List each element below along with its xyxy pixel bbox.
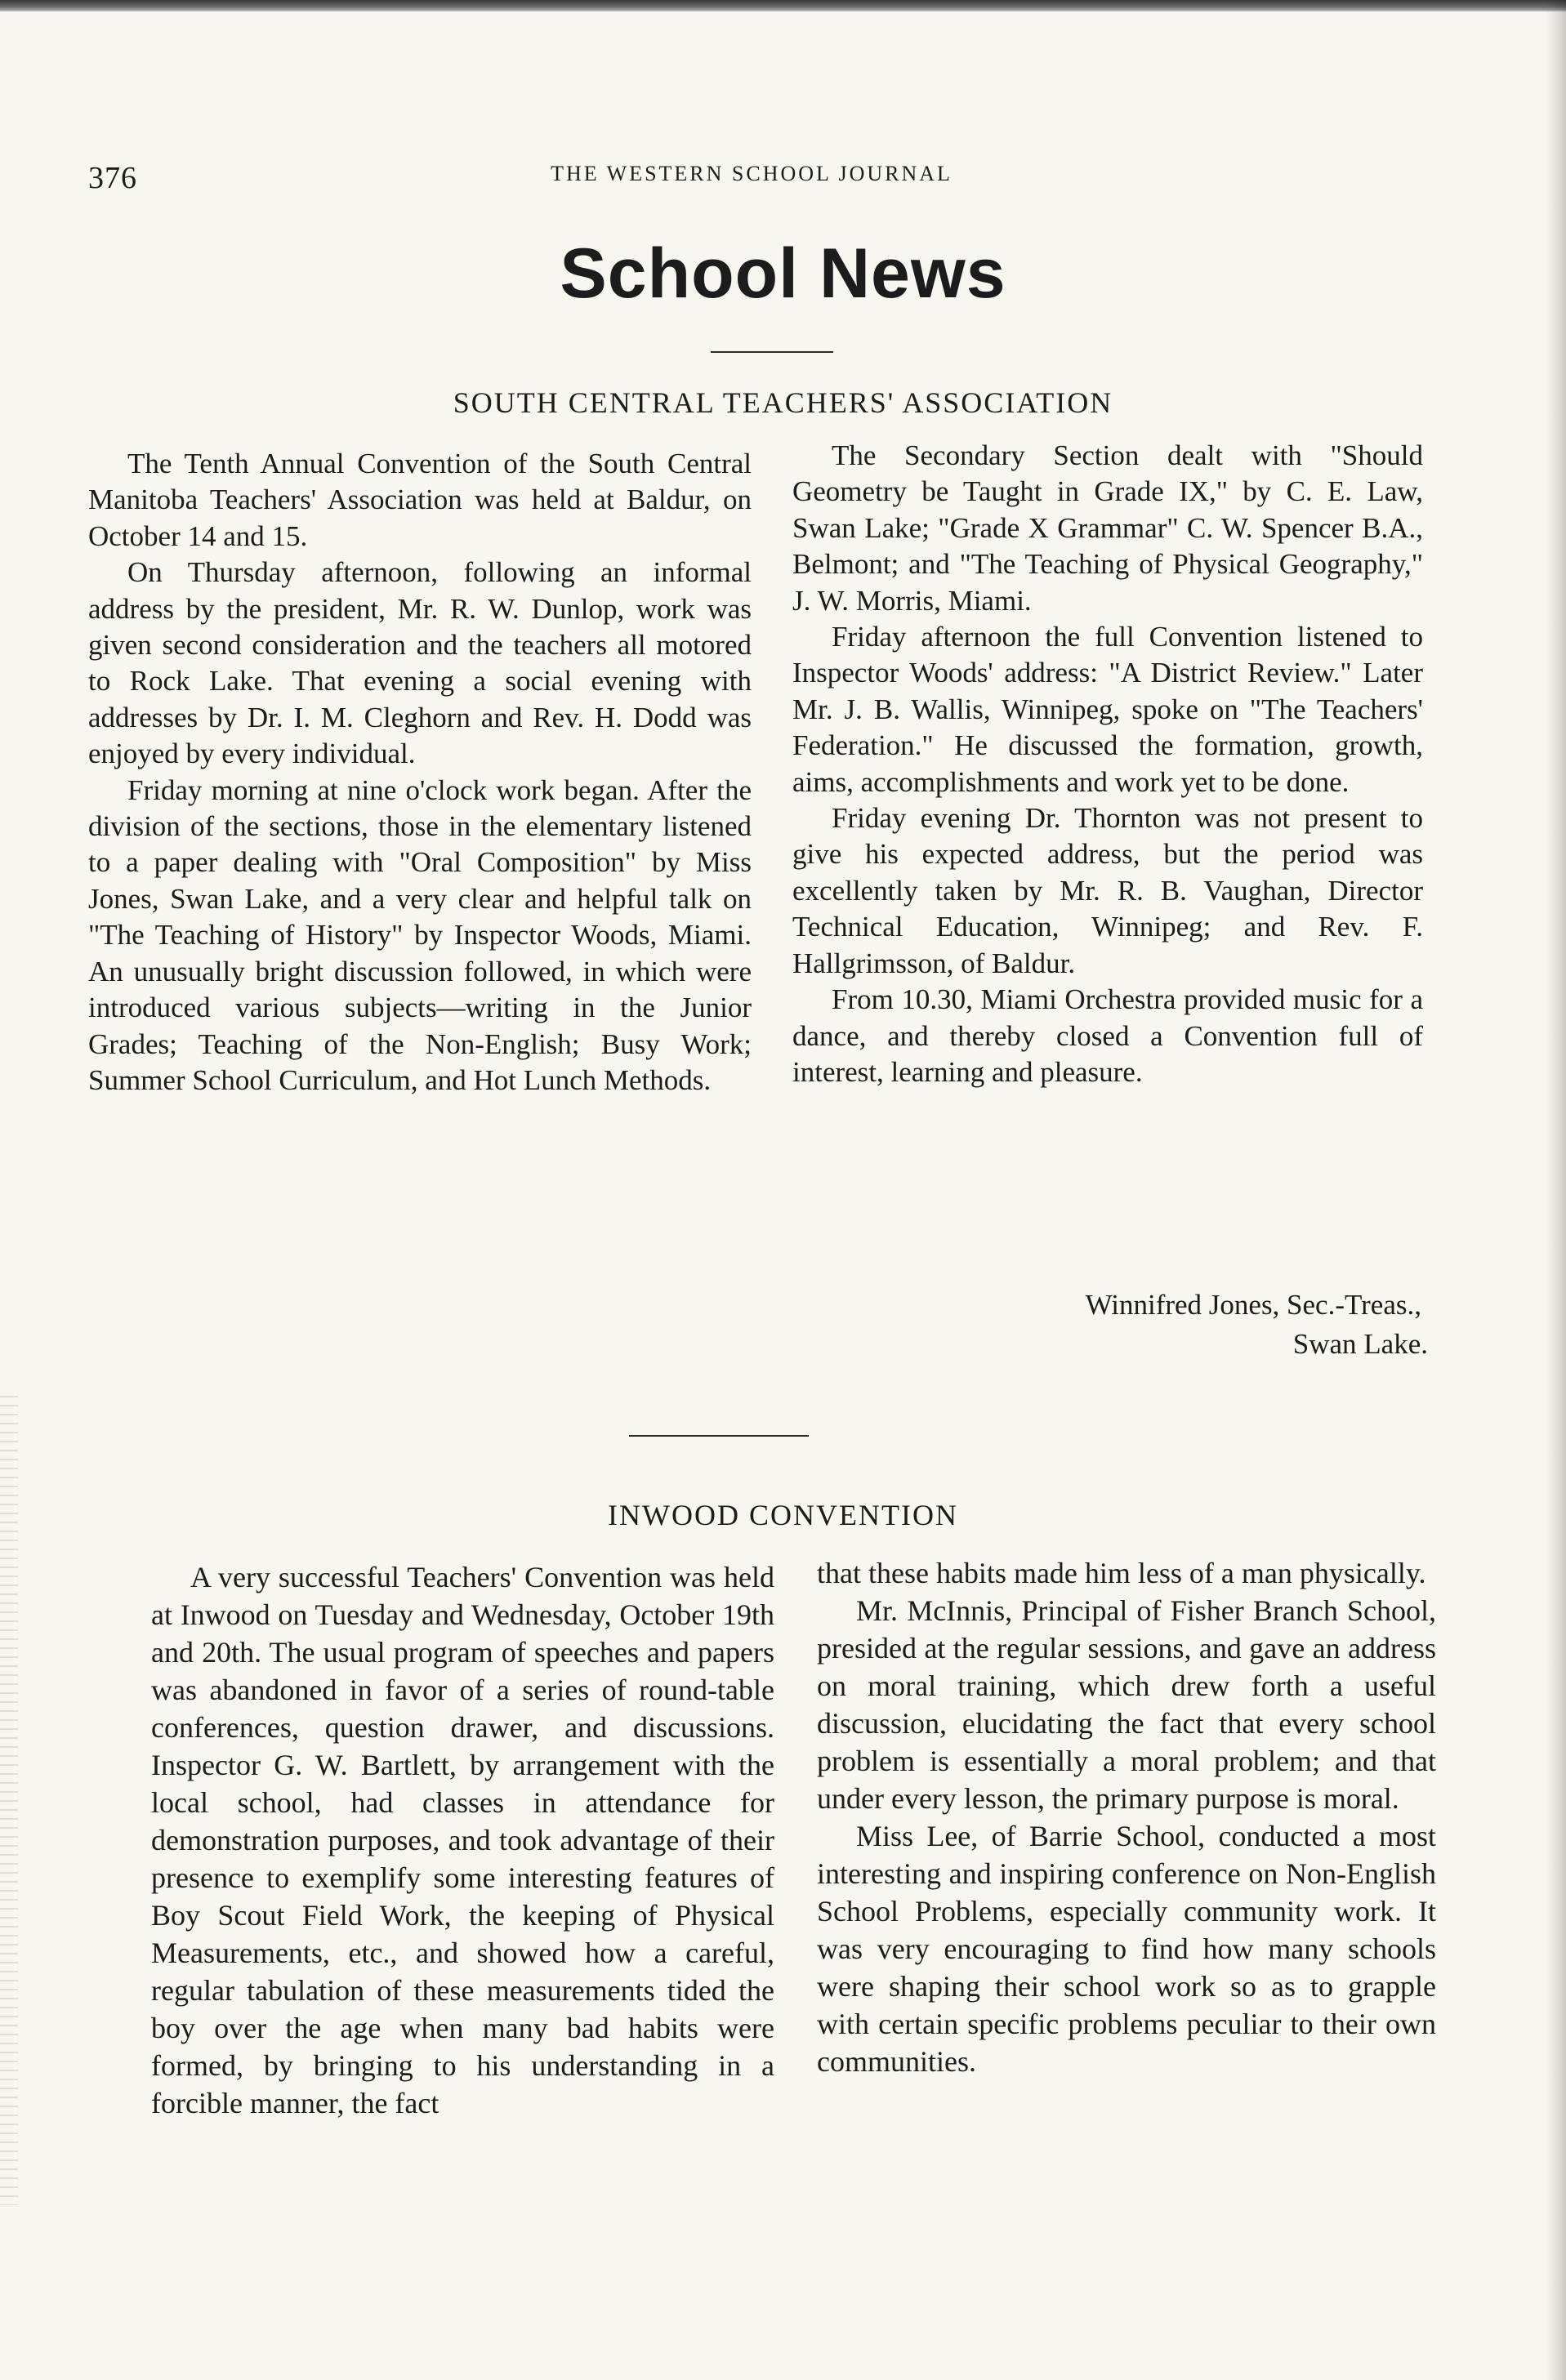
article-paragraph: From 10.30, Miami Orchestra provided music for a dance, and thereby closed a Convention full of interest, learning and pleasure. bbox=[792, 983, 1423, 1088]
article-paragraph: Miss Lee, of Barrie School, conducted a most interesting and inspiring conference on Non-English School Problems, especially community work. It was very encouraging to find how many schools were shaping their school work so as to grapple with certain specific problems peculiar to their own communities. bbox=[817, 1820, 1436, 2078]
article-paragraph: A very successful Teachers' Convention was held at Inwood on Tuesday and Wednesday, October 19th and 20th. The usual program of speeches and papers was abandoned in favor of a series of round-table conferences, question drawer, and discussions. Inspector G. W. Bartlett, by arrangement with the local school, had classes in attendance for demonstration purposes, and took advantage of their presence to exemplify some interesting features of Boy Scout Field Work, the keeping of Physical Measurements, etc., and showed how a careful, regular tabulation of these measurements tided the boy over the age when many bad habits were formed, by bringing to his understanding in a forcible manner, the fact bbox=[151, 1561, 774, 2119]
page-number: 376 bbox=[88, 161, 137, 195]
article-1-left-column bbox=[88, 446, 752, 1099]
scan-top-border bbox=[0, 0, 1566, 11]
article-paragraph: The Secondary Section dealt with "Should Geometry be Taught in Grade IX," by C. E. Law, Swan Lake; "Grade X Grammar" C. W. Spencer B.A., Belmont; and "The Teaching of Physical Geography," J. W. Morris, Miami. bbox=[792, 439, 1423, 617]
scan-right-edge-shadow bbox=[1545, 0, 1566, 2380]
article-heading-inwood: INWOOD CONVENTION bbox=[608, 1499, 958, 1531]
signature-name: Winnifred Jones, Sec.-Treas., bbox=[1085, 1289, 1421, 1321]
running-head: THE WESTERN SCHOOL JOURNAL bbox=[551, 162, 953, 185]
article-heading-south-central: SOUTH CENTRAL TEACHERS' ASSOCIATION bbox=[453, 386, 1113, 419]
article-divider bbox=[629, 1435, 809, 1437]
article-paragraph: that these habits made him less of a man physically. bbox=[817, 1557, 1426, 1589]
article-1-right-column bbox=[792, 438, 1423, 1090]
page-title: School News bbox=[560, 234, 1006, 313]
article-paragraph: Mr. McInnis, Principal of Fisher Branch School, presided at the regular sessions, and gave an address on moral training, which drew forth a useful discussion, elucidating the fact that every school problem is essentially a moral problem; and that under every lesson, the primary purpose is moral. bbox=[817, 1594, 1436, 1815]
article-paragraph: On Thursday afternoon, following an informal address by the president, Mr. R. W. Dunlop, work was given second consideration and the teachers all motored to Rock Lake. That evening a social evening with addresses by Dr. I. M. Cleghorn and Rev. H. Dodd was enjoyed by every individual. bbox=[88, 556, 752, 770]
signature-place: Swan Lake. bbox=[1292, 1328, 1428, 1360]
article-2-left-column bbox=[151, 1558, 774, 2122]
article-paragraph: Friday morning at nine o'clock work began. After the division of the sections, those in the elementary listened to a paper dealing with "Oral Composition" by Miss Jones, Swan Lake, and a very clear and helpful talk on "The Teaching of History" by Inspector Woods, Miami. An unusually bright discussion followed, in which were introduced various subjects—writing in the Junior Grades; Teaching of the Non-English; Busy Work; Summer School Curriculum, and Hot Lunch Methods. bbox=[88, 773, 752, 1096]
title-divider bbox=[711, 351, 833, 353]
article-paragraph: The Tenth Annual Convention of the South Central Manitoba Teachers' Association was held at Baldur, on October 14 and 15. bbox=[88, 448, 752, 552]
article-2-right-column bbox=[817, 1554, 1436, 2080]
article-paragraph: Friday afternoon the full Convention listened to Inspector Woods' address: "A District Review." Later Mr. J. B. Wallis, Winnipeg, spoke on "The Teachers' Federation." He discussed the formation, growth, aims, accomplishments and work yet to be done. bbox=[792, 621, 1423, 798]
article-paragraph: Friday evening Dr. Thornton was not present to give his expected address, but the period was excellently taken by Mr. R. B. Vaughan, Director Technical Education, Winnipeg; and Rev. F. Hallgrimsson, of Baldur. bbox=[792, 802, 1423, 979]
